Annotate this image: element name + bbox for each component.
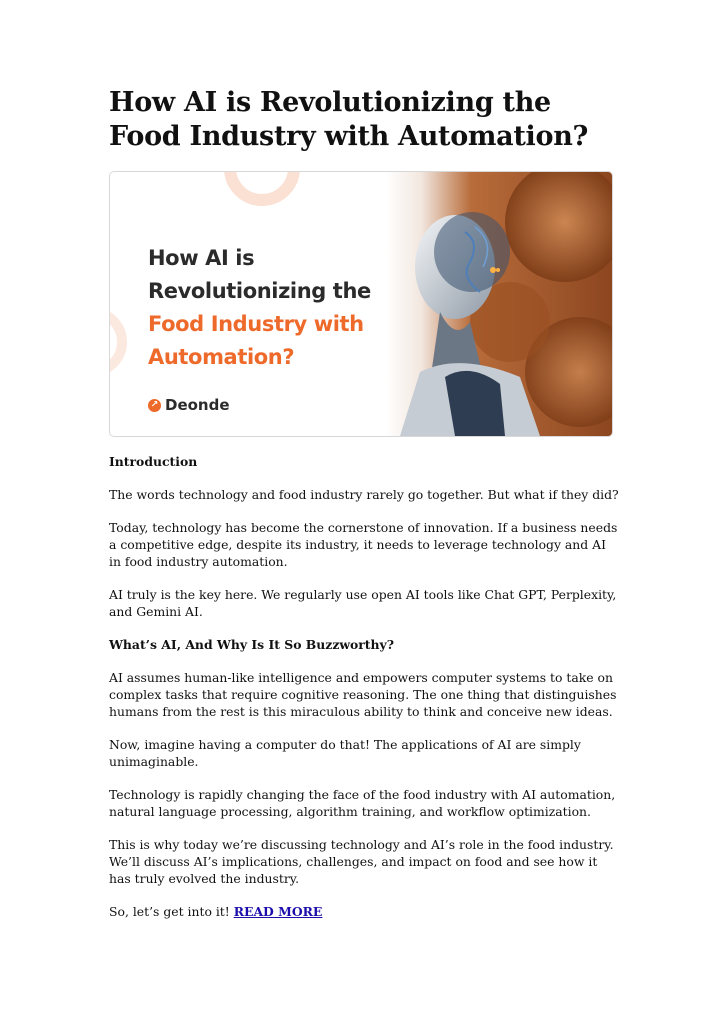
paragraph: AI assumes human-like intelligence and empowers computer systems to take on complex tasks that require cognitive reasoning. The one thing that distinguishes humans from the rest is this miraculous ability to think and conceive new ideas. — [109, 670, 617, 719]
banner-title-line-accent: Automation? — [148, 345, 295, 369]
closing-text: So, let’s get into it! — [109, 904, 234, 919]
banner-title-line: Revolutionizing the — [148, 279, 371, 303]
paragraph: The words technology and food industry rarely go together. But what if they did? — [109, 487, 619, 502]
paragraph: AI truly is the key here. We regularly use open AI tools like Chat GPT, Perplexity, and Gemini AI. — [109, 587, 617, 619]
banner-title-line: How AI is — [148, 246, 255, 270]
read-more-link[interactable]: READ MORE — [233, 904, 323, 919]
deonde-logo-icon: ↗ — [148, 399, 161, 412]
section-heading: Introduction — [109, 454, 198, 469]
article-body — [109, 453, 619, 936]
section-heading: What’s AI, And Why Is It So Buzzworthy? — [109, 637, 395, 652]
closing-paragraph — [109, 903, 619, 920]
hero-banner-image — [109, 171, 613, 437]
banner-title — [148, 242, 408, 374]
paragraph: Now, imagine having a computer do that! The applications of AI are simply unimaginable. — [109, 737, 581, 769]
paragraph: This is why today we’re discussing technology and AI’s role in the food industry. We’ll discuss AI’s implications, challenges, and impact on food and see how it has truly evolved the industry. — [109, 837, 614, 886]
paragraph: Technology is rapidly changing the face of the food industry with AI automation, natural language processing, algorithm training, and workflow optimization. — [109, 787, 616, 819]
paragraph: Today, technology has become the cornerstone of innovation. If a business needs a competitive edge, despite its industry, it needs to leverage technology and AI in food industry automation. — [109, 520, 618, 569]
page-title: How AI is Revolutionizing the Food Industry with Automation? — [109, 87, 589, 152]
banner-title-line-accent: Food Industry with — [148, 312, 364, 336]
deonde-logo-text: Deonde — [165, 396, 230, 414]
deonde-logo — [148, 396, 230, 414]
